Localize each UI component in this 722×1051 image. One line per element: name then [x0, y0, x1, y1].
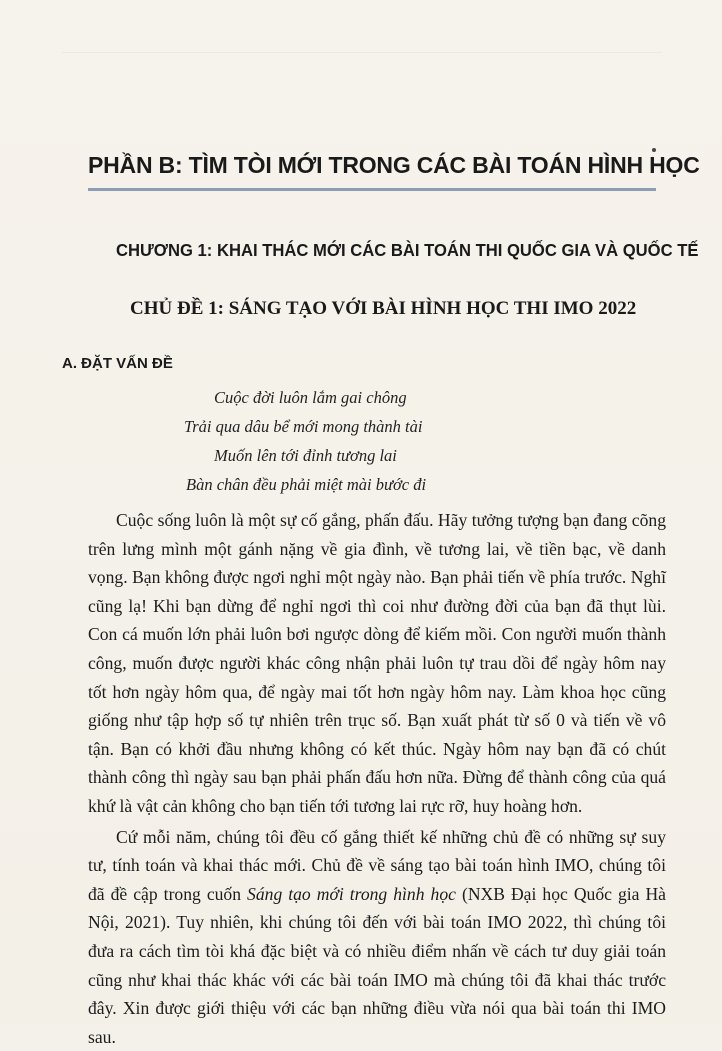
part-title: PHẦN B: TÌM TÒI MỚI TRONG CÁC BÀI TOÁN HÌNH HỌC: [88, 152, 700, 178]
poem-line: Bàn chân đều phải miệt mài bước đi: [186, 475, 427, 494]
poem-line: Cuộc đời luôn lắm gai chông: [214, 388, 407, 407]
section-heading: A. ĐẶT VẤN ĐỀ: [62, 355, 173, 372]
topic-title: CHỦ ĐỀ 1: SÁNG TẠO VỚI BÀI HÌNH HỌC THI IMO 2022: [130, 298, 637, 319]
paragraph: Cuộc sống luôn là một sự cố gắng, phấn đấu. Hãy tưởng tượng bạn đang cõng trên lưng mình một gánh nặng về gia đình, về tương lai, về tiền bạc, về danh vọng. Bạn không được ngơi nghỉ một ngày nào. Bạn phải tiến về phía trước. Nghĩ cũng lạ! Khi bạn dừng để nghỉ ngơi thì coi như đường đời của bạn đã thụt lùi. Con cá muốn lớn phải luôn bơi ngược dòng để kiếm mồi. Con người muốn thành công, muốn được người khác công nhận phải luôn tự trau dồi để ngày hôm nay tốt hơn ngày hôm qua, để ngày mai tốt hơn ngày hôm nay. Làm khoa học cũng giống như tập hợp số tự nhiên trên trục số. Bạn xuất phát từ số 0 và tiến về vô tận. Bạn có khởi đầu nhưng không có kết thúc. Ngày hôm nay bạn đã có chút thành công thì ngày sau bạn phải phấn đấu hơn nữa. Đừng để thành công của quá khứ là vật cản không cho bạn tiến tới tương lai rực rỡ, huy hoàng hơn.: [88, 510, 666, 816]
body-text: [88, 506, 666, 1051]
paragraph: [88, 823, 666, 1051]
book-title: Sáng tạo mới trong hình học: [247, 883, 456, 904]
decorative-dot: [652, 148, 656, 152]
poem-line: Muốn lên tới đỉnh tương lai: [214, 446, 397, 465]
poem-line: Trải qua dâu bể mới mong thành tài: [184, 417, 423, 436]
paragraph-text: Cứ mỗi năm, chúng tôi đều cố gắng thiết kế những chủ đề có những sự suy tư, tính toán và khai thác mới. Chủ đề về sáng tạo bài toán hình IMO, chúng tôi đã đề cập trong cuốn: [88, 826, 666, 904]
running-header-rule: [62, 40, 662, 53]
paragraph-text: (NXB Đại học Quốc gia Hà Nội, 2021). Tuy nhiên, khi chúng tôi đến với bài toán IMO 2022, thì chúng tôi đưa ra cách tìm tòi khá đặc biệt và có nhiều điểm nhấn về cách tư duy giải toán cũng như khai thác khác với các bài toán IMO mà chúng tôi đã khai thác trước đây. Xin được giới thiệu với các bạn những điều vừa nói qua bài toán thi IMO sau.: [88, 883, 666, 1047]
chapter-title: CHƯƠNG 1: KHAI THÁC MỚI CÁC BÀI TOÁN THI QUỐC GIA VÀ QUỐC TẾ: [116, 240, 699, 260]
part-title-rule: [88, 188, 656, 191]
